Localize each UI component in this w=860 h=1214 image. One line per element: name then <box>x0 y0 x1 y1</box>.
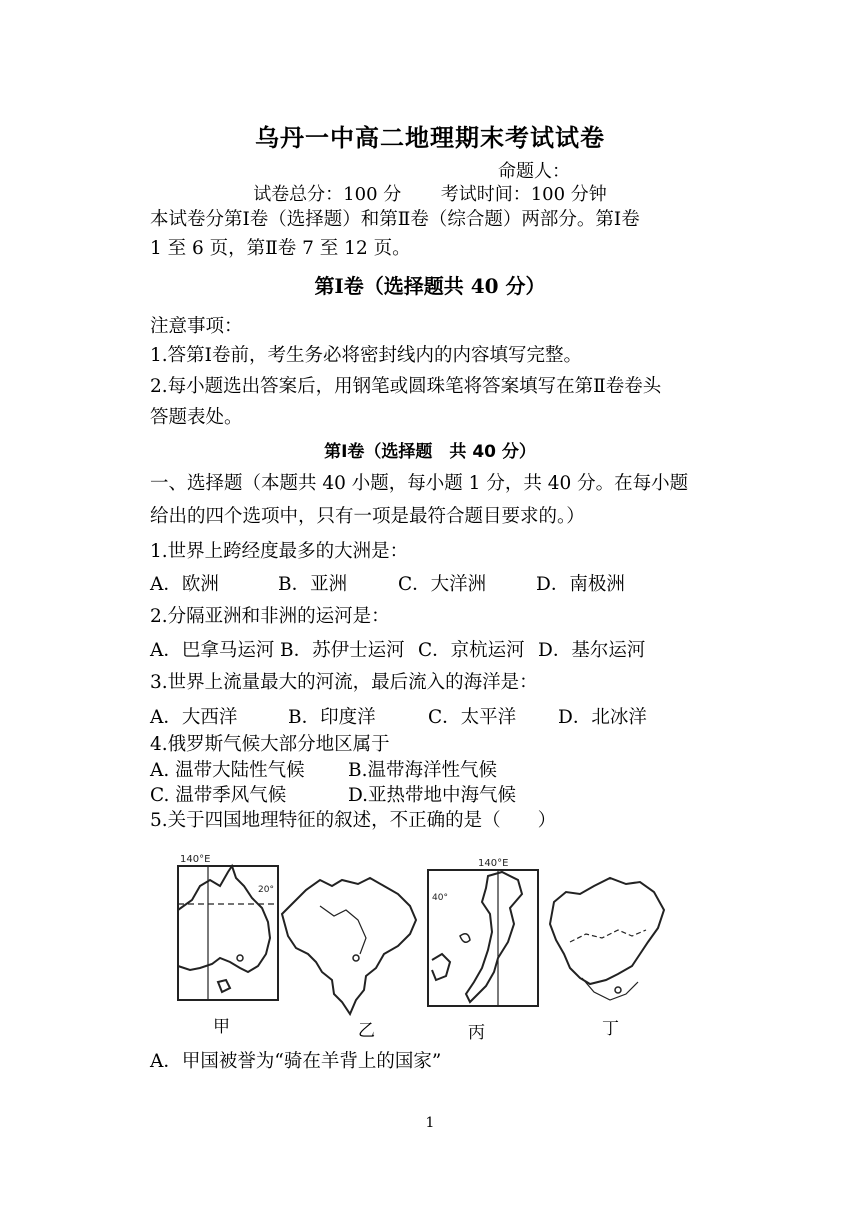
map-jia-lon-label: 140°E <box>180 854 211 865</box>
section-subtitle: 第Ⅰ卷（选择题 共 40 分） <box>324 442 536 462</box>
brazil-inner-border <box>320 906 366 954</box>
option: B．亚洲 <box>278 574 348 595</box>
author-label: 命题人： <box>498 161 570 182</box>
tasmania-outline <box>218 980 230 992</box>
map-jia-city <box>237 955 243 961</box>
option: D．基尔运河 <box>538 640 646 661</box>
option: A．欧洲 <box>150 574 219 595</box>
brazil-outline <box>282 878 416 1014</box>
map-label-ding: 丁 <box>602 1019 619 1039</box>
option: C. 温带季风气候 <box>150 785 287 806</box>
australia-outline <box>178 866 270 972</box>
question-5-stem: 5.关于四国地理特征的叙述，不正确的是（ ） <box>150 810 557 831</box>
note-2-line-1: 2.每小题选出答案后，用钢笔或圆珠笔将答案填写在第Ⅱ卷卷头 <box>150 376 662 397</box>
japan-outline <box>466 872 522 1002</box>
map-yi <box>282 878 416 1014</box>
option: A．巴拿马运河 <box>150 640 275 661</box>
korea-outline <box>432 954 450 980</box>
page-title: 乌丹一中高二地理期末考试试卷 <box>255 123 605 152</box>
question-1-options <box>150 570 625 596</box>
map-jia-lat-label: 20° <box>258 885 274 895</box>
question-2-stem: 2.分隔亚洲和非洲的运河是： <box>150 606 390 627</box>
option: D.亚热带地中海气候 <box>348 785 517 806</box>
option: A．大西洋 <box>150 707 238 728</box>
option: D．北冰洋 <box>558 707 647 728</box>
option: C．太平洋 <box>428 707 517 728</box>
option: C．大洋洲 <box>398 574 487 595</box>
question-5-option-a: A．甲国被誉为“骑在羊背上的国家” <box>150 1051 442 1072</box>
exam-time: 考试时间：100 分钟 <box>440 184 607 205</box>
ding-country-outline <box>550 878 664 984</box>
map-bing-lat-label: 40° <box>432 893 448 903</box>
question-3-stem: 3.世界上流量最大的河流，最后流入的海洋是： <box>150 672 538 693</box>
note-2-line-2: 答题表处。 <box>150 407 243 428</box>
map-label-yi: 乙 <box>358 1021 375 1041</box>
intro-line-1: 本试卷分第Ⅰ卷（选择题）和第Ⅱ卷（综合题）两部分。第Ⅰ卷 <box>150 209 640 230</box>
option: D．南极洲 <box>536 574 625 595</box>
part1-instructions-line-1: 一、选择题（本题共 40 小题，每小题 1 分，共 40 分。在每小题 <box>150 473 689 494</box>
option: B．印度洋 <box>288 707 376 728</box>
option: A. 温带大陆性气候 <box>150 760 305 781</box>
notes-heading: 注意事项： <box>150 316 243 337</box>
intro-line-2: 1 至 6 页，第Ⅱ卷 7 至 12 页。 <box>150 238 411 259</box>
option: C．京杭运河 <box>418 640 525 661</box>
question-2-options <box>150 636 645 662</box>
question-4-options-row-1 <box>150 756 497 782</box>
exam-meta <box>0 180 860 206</box>
map-bing <box>428 870 538 1006</box>
page-number: 1 <box>425 1115 435 1131</box>
option: B．苏伊士运河 <box>280 640 405 661</box>
country-maps-figure <box>170 850 690 1043</box>
note-1: 1.答第Ⅰ卷前，考生务必将密封线内的内容填写完整。 <box>150 345 582 366</box>
map-ding-city <box>615 987 621 993</box>
question-4-stem: 4.俄罗斯气候大部分地区属于 <box>150 734 390 755</box>
ding-lower-border <box>582 978 638 1000</box>
total-score: 试卷总分：100 分 <box>253 184 402 205</box>
country-maps <box>170 850 690 1040</box>
question-4-options-row-2 <box>150 781 516 807</box>
map-yi-city <box>353 955 359 961</box>
question-1-stem: 1.世界上跨经度最多的大洲是： <box>150 541 409 562</box>
map-label-jia: 甲 <box>213 1017 230 1037</box>
ding-inner-border <box>570 930 646 942</box>
question-3-options <box>150 703 647 729</box>
japan-island <box>460 934 470 943</box>
map-bing-lon-label: 140°E <box>478 858 509 869</box>
section-title: 第Ⅰ卷（选择题共 40 分） <box>314 274 546 298</box>
map-label-bing: 丙 <box>468 1023 485 1043</box>
part1-instructions-line-2: 给出的四个选项中，只有一项是最符合题目要求的。） <box>150 506 585 527</box>
option: B.温带海洋性气候 <box>348 760 497 781</box>
map-ding <box>550 878 664 1000</box>
